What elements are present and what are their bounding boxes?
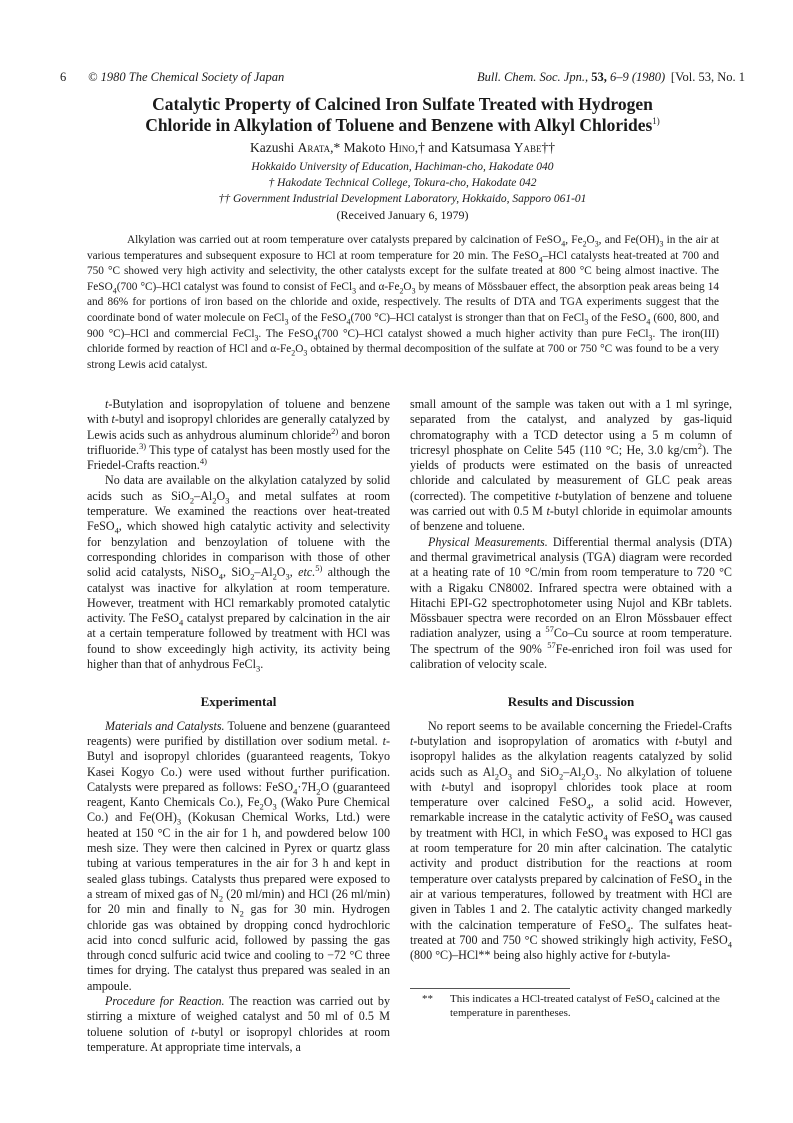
copyright-notice: © 1980 The Chemical Society of Japan	[88, 70, 285, 84]
author-surname: Arata	[297, 140, 331, 155]
received-date: (Received January 6, 1979)	[336, 208, 469, 222]
physical-measurements-paragraph: Physical Measurements. Differential thermal analysis (DTA) and thermal gravimetrical analysis (TGA) diagram were recorded at a heating rate of 10 °C/min from room temperature to 720 °C with a Rigaku CN8002. Infrared spectra were obtained with a Hitachi EPI-G2 spectrophotometer using Nujol and KBr tablets. Mössbauer spectra were recorded on an Elron Mössbauer effect radiation analyzer, using a $^{57}$Co–Cu source at room temperature. The spectrum of the 90% $^{57}$Fe-enriched iron foil was used for calibration of velocity scale.	[410, 534, 732, 672]
materials-paragraph: Materials and Catalysts. Toluene and benzene (guaranteed reagents) were purified by distillation over sodium metal. t-Butyl and isopropyl chlorides (guaranteed reagents, Tokyo Kasei Kogyo Co.) were used without further purification. Catalysts were prepared as follows: $FeSO_4\cdot 7H_2O$ (guaranteed reagent, Kanto Chemicals Co.), $Fe_2O_3$ (Wako Pure Chemical Co.) and $Fe(OH)_3$ (Kokusan Chemical Works, Ltd.) were heated at 150 °C in the air for 1 h, and powdered below 100 mesh size. They were then calcined in Pyrex or quartz glass tubing at various temperatures in the air for 3 h and kept in sealed glass tubings. Catalysts thus prepared were exposed to a stream of mixed gas of $N_2$ (20 ml/min) and HCl (26 ml/min) for 20 min and finally to $N_2$ gas for 30 min. Hydrogen chloride gas was obtained by dropping concd hydrochloric acid into concd sulfuric acid, followed by passing the gas through concd sulfuric acid twice and cooling to −72 °C three times for drying. The catalyst thus prepared was sealed in an ampoule.	[87, 718, 391, 993]
footnote-marker: **	[422, 993, 433, 1005]
affiliation-3: †† Government Industrial Development Laboratory, Hokkaido, Sapporo 061-01	[218, 193, 587, 205]
title-line-1: Catalytic Property of Calcined Iron Sulfate Treated with Hydrogen	[152, 94, 653, 114]
author-surname: Hino	[389, 140, 415, 155]
section-heading-experimental: Experimental	[200, 694, 277, 710]
intro-paragraph-1: t-Butylation and isopropylation of toluene and benzene with t-butyl and isopropyl chlorides are generally catalyzed by Lewis acids such as anhydrous aluminum chloride$^{2)}$ and boron trifluoride.$^{3)}$ This type of catalyst has been mostly used for the Friedel-Crafts reaction.$^{4)}$	[87, 397, 390, 473]
right-column	[410, 397, 732, 963]
section-heading-results: Results and Discussion	[507, 694, 635, 710]
procedure-continued: small amount of the sample was taken out with a 1 ml syringe, separated from the catalyst, and analyzed by gas-liquid chromatography with a TCD detector using a 5 m column of tricresyl phosphate on Celite 545 (110 °C; He, 3.0 $kg/cm^2$). The yields of products were estimated on the basis of unreacted chloride and calculated by measurement of GLC peak areas (corrected). The competitive t-butylation of benzene and toluene was carried out with 0.5 M t-butyl chloride in equimolar amounts of benzene and toluene.	[410, 397, 732, 534]
abstract: Alkylation was carried out at room temperature over catalysts prepared by calcination of FeSO$_4$, $Fe_2O_3$, and $Fe(OH)_3$ in the air at various temperatures and subsequent exposure to HCl at room temperature for 20 min. The FeSO$_4$–HCl catalysts heat-treated at 700 and 750 °C showed very high activity and selectivity, the other catalysts except for the sulfate treated at 800 °C being almost inactive. The FeSO$_4$(700 °C)–HCl catalyst was found to consist of FeCl$_3$ and $\alpha-Fe_2O_3$ by means of Mössbauer effect, the absorption peak areas being 14 and 86% for portions of iron based on the chloride and oxide, respectively. The results of DTA and TGA experiments suggest that the coordinate bond of water molecule on FeCl$_3$ of the FeSO$_4$(700 °C)–HCl catalyst is stronger than that on FeCl$_3$ of the FeSO$_4$ (600, 800, and 900 °C)–HCl and commercial FeCl$_3$. The FeSO$_4$(700 °C)–HCl catalyst showed a much higher activity than pure FeCl$_3$. The iron(III) chloride formed by reaction of HCl and $\alpha-Fe_2O_3$ obtained by thermal decomposition of the sulfate at 700 or 750 °C was found to be a very strong Lewis acid catalyst.	[87, 234, 720, 371]
subsection-heading: Physical Measurements.	[428, 534, 548, 549]
volume-info: [Vol. 53, No. 1	[670, 70, 745, 84]
affiliation-1: Hokkaido University of Education, Hachiman-cho, Hakodate 040	[251, 161, 554, 173]
left-column	[87, 397, 390, 1055]
procedure-paragraph: Procedure for Reaction. The reaction was carried out by stirring a mixture of weighed catalyst and 50 ml of 0.5 M toluene solution of t-butyl or isopropyl chlorides at room temperature. At appropriate time intervals, a	[87, 993, 390, 1054]
subsection-heading: Procedure for Reaction.	[105, 993, 225, 1008]
page-number: 6	[60, 70, 67, 84]
paper-title	[60, 94, 745, 136]
affiliation-2: † Hakodate Technical College, Tokura-cho, Hakodate 042	[268, 177, 537, 189]
author-list: Kazushi Arata,* Makoto Hino,† and Katsumasa Yabe††	[249, 140, 555, 155]
title-reference: 1)	[652, 116, 660, 127]
intro-paragraph-2: No data are available on the alkylation catalyzed by solid acids such as $SiO_2-Al_2O_3$ and metal sulfates at room temperature. We examined the reactions over heat-treated FeSO$_4$, which showed high catalytic activity and selectivity for benzylation and benzoylation of toluene with the corresponding chlorides in comparison with those of other solid acid catalysts, NiSO$_4$, $SiO_2-Al_2O_3$, etc.$^{5)}$ although the catalyst was inactive for alkylation at room temperature. However, treatment with HCl remarkably promoted catalytic activity. The FeSO$_4$ catalyst prepared by calcination in the air at a certain temperature followed by treatment with HCl was found to show exceedingly high activity, its activity being higher than that of anhydrous FeCl$_3$.	[87, 473, 390, 674]
footnote-text: This indicates a HCl-treated catalyst of FeSO$_4$ calcined at the temperature in parentheses.	[450, 993, 720, 1019]
title-line-2: Chloride in Alkylation of Toluene and Benzene with Alkyl Chlorides$^{1)}$	[145, 115, 660, 135]
results-paragraph: No report seems to be available concerning the Friedel-Crafts t-butylation and isopropylation of aromatics with t-butyl and isopropyl halides as the alkylation reagents catalyzed by solid acids such as $Al_2O_3$ and $SiO_2-Al_2O_3$. No alkylation of toluene with t-butyl and isopropyl chlorides took place at room temperature over calcined FeSO$_4$, a solid acid. However, remarkable increase in the catalytic activity of FeSO$_4$ was caused by treatment with HCl, in which FeSO$_4$ was exposed to HCl gas at room temperature for 20 min after calcination. The catalytic activity and product distribution for the reactions at room temperature over catalysts prepared by calcination of FeSO$_4$ in the air at various temperatures, followed by treatment with HCl are given in Tables 1 and 2. The catalytic activity changed markedly with the calcination temperature of FeSO$_4$. The sulfates heat-treated at 700 and 750 °C showed strikingly high activity, FeSO$_4$ (800 °C)–HCl** being also highly active for t-butyla-	[410, 718, 733, 963]
journal-citation: Bull. Chem. Soc. Jpn., 53, 6–9 (1980)	[477, 70, 666, 84]
footnote-divider	[410, 988, 570, 989]
subsection-heading: Materials and Catalysts.	[105, 718, 225, 733]
author-surname: Yabe	[513, 140, 542, 155]
running-header	[60, 70, 745, 90]
